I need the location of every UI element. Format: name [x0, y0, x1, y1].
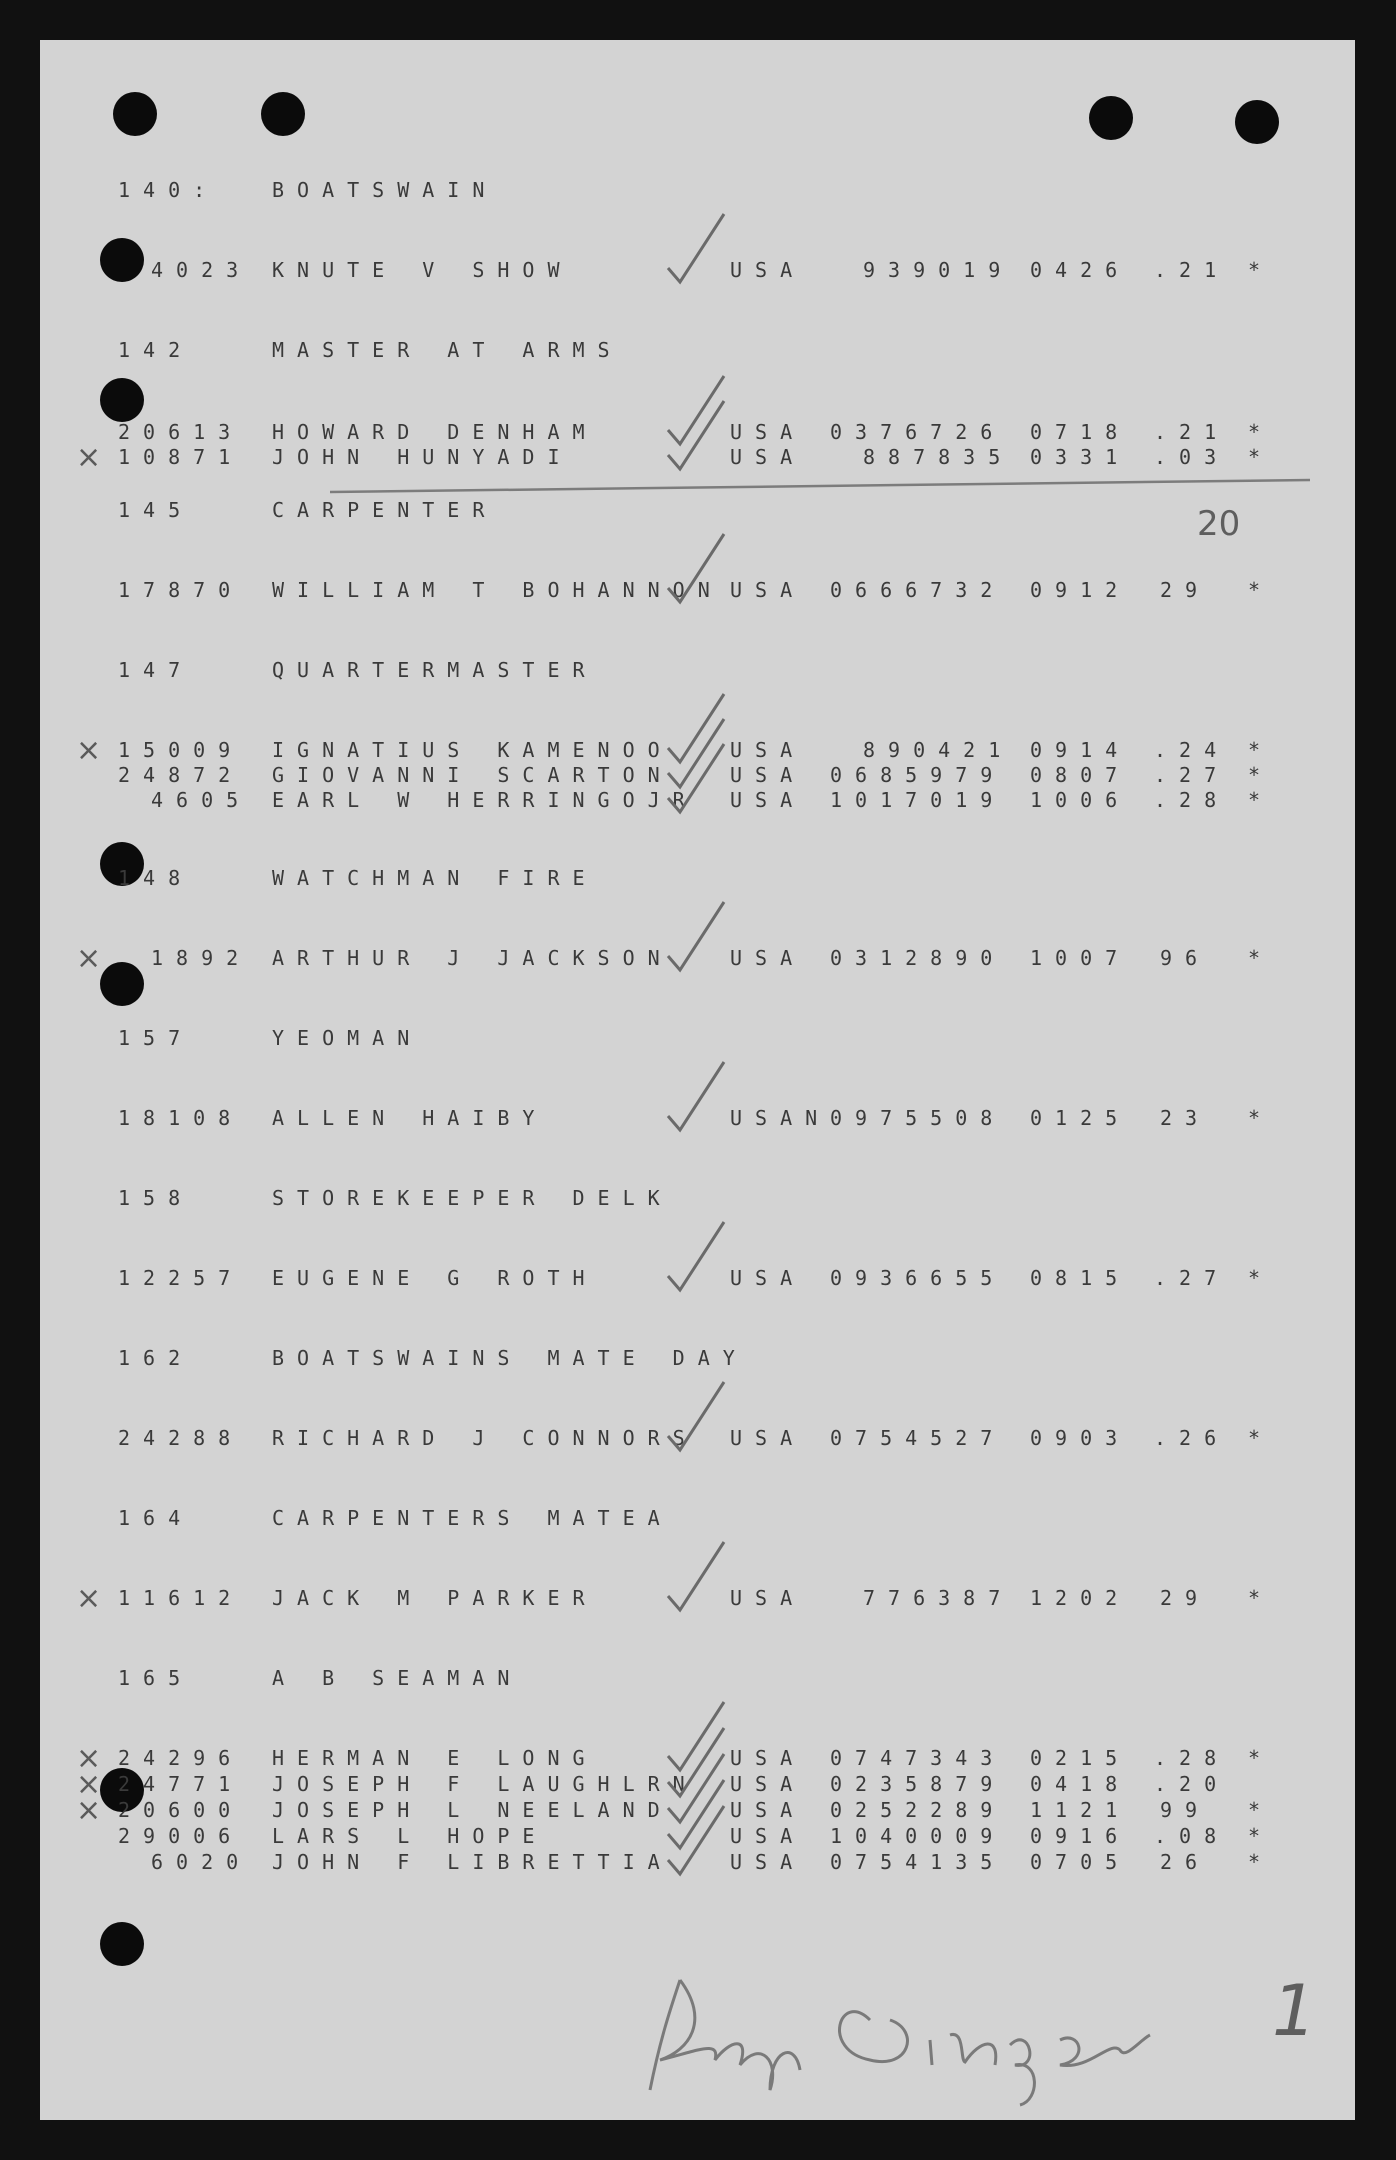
asterisk-mark: * [1248, 1426, 1274, 1450]
grade-mark: 99 [1160, 1798, 1211, 1822]
citizenship: USA [730, 1586, 806, 1610]
book-number: 12257 [118, 1266, 244, 1290]
rating-title: CARPENTER [272, 498, 498, 522]
rating-title: QUARTERMASTER [272, 658, 598, 682]
date-code: 0718 [1030, 420, 1131, 444]
citizenship: USA [730, 1772, 806, 1796]
book-number: 24288 [118, 1426, 244, 1450]
book-number: 24872 [118, 763, 244, 787]
date-code: 1202 [1030, 1586, 1131, 1610]
citizenship: USA [730, 738, 806, 762]
x-mark: × [76, 1741, 102, 1776]
book-number: 4023 [151, 258, 252, 282]
asterisk-mark: * [1248, 1824, 1274, 1848]
grade-mark: 29 [1160, 1586, 1211, 1610]
rating-code-number: 147 [118, 658, 194, 682]
date-code: 1006 [1030, 788, 1131, 812]
citizenship: USA [730, 1824, 806, 1848]
check-mark [668, 534, 724, 602]
rating-code-number: 145 [118, 498, 194, 522]
book-number: 15009 [118, 738, 244, 762]
x-mark: × [76, 1767, 102, 1802]
check-mark [668, 1542, 724, 1610]
grade-mark: .03 [1154, 445, 1230, 469]
book-number: 10871 [118, 445, 244, 469]
asterisk-mark: * [1248, 1586, 1274, 1610]
seaman-name: RICHARD J CONNORS [272, 1426, 698, 1450]
citizenship: USA [730, 258, 806, 282]
book-number: 18108 [118, 1106, 244, 1130]
check-mark [668, 694, 724, 762]
book-number: 1892 [151, 946, 252, 970]
seaman-name: ALLEN HAIBY [272, 1106, 548, 1130]
grade-mark: 96 [1160, 946, 1211, 970]
rating-code-number: 140: [118, 178, 219, 202]
certificate-number: 887835 [863, 445, 1014, 469]
certificate-number: 0685979 [830, 763, 1006, 787]
certificate-number: 776387 [863, 1586, 1014, 1610]
citizenship: USA [730, 1426, 806, 1450]
date-code: 0815 [1030, 1266, 1131, 1290]
asterisk-mark: * [1248, 788, 1274, 812]
grade-mark: .27 [1154, 763, 1230, 787]
book-number: 24771 [118, 1772, 244, 1796]
book-number: 4605 [151, 788, 252, 812]
seaman-name: HERMAN E LONG [272, 1746, 598, 1770]
check-mark [668, 1728, 724, 1796]
citizenship: USA [730, 946, 806, 970]
certificate-number: 0252289 [830, 1798, 1006, 1822]
grade-mark: 29 [1160, 578, 1211, 602]
rating-code-number: 148 [118, 866, 194, 890]
rating-code-number: 164 [118, 1506, 194, 1530]
grade-mark: .08 [1154, 1824, 1230, 1848]
asterisk-mark: * [1248, 1106, 1274, 1130]
book-number: 29006 [118, 1824, 244, 1848]
rating-code: 1 [1272, 1970, 1317, 2052]
asterisk-mark: * [1248, 445, 1274, 469]
seaman-name: JOHN F LIBRETTIA [272, 1850, 673, 1874]
check-mark [668, 401, 724, 469]
seaman-name: JOSEPH L NEELAND [272, 1798, 673, 1822]
citizenship: USA [730, 763, 806, 787]
grade-mark: .27 [1154, 1266, 1230, 1290]
rating-code-number: 158 [118, 1186, 194, 1210]
x-mark: × [76, 941, 102, 976]
check-mark [668, 719, 724, 787]
rating-code-number: 165 [118, 1666, 194, 1690]
certificate-number: 0975508 [830, 1106, 1006, 1130]
citizenship: USA [730, 1266, 806, 1290]
grade-mark: .24 [1154, 738, 1230, 762]
divider-line [330, 480, 1310, 492]
check-mark [668, 1062, 724, 1130]
check-mark [668, 902, 724, 970]
asterisk-mark: * [1248, 738, 1274, 762]
citizenship: USA [730, 420, 806, 444]
seaman-name: JACK M PARKER [272, 1586, 598, 1610]
grade-mark: 23 [1160, 1106, 1211, 1130]
date-code: 0215 [1030, 1746, 1131, 1770]
pencil-marks-layer [40, 40, 1355, 2120]
certificate-number: 0936655 [830, 1266, 1006, 1290]
x-mark: × [76, 440, 102, 475]
check-mark [668, 214, 724, 282]
certificate-number: 0747343 [830, 1746, 1006, 1770]
seaman-name: JOHN HUNYADI [272, 445, 573, 469]
grade-mark: .20 [1154, 1772, 1230, 1796]
seaman-name: KNUTE V SHOW [272, 258, 573, 282]
date-code: 0426 [1030, 258, 1131, 282]
certificate-number: 939019 [863, 258, 1014, 282]
book-number: 17870 [118, 578, 244, 602]
citizenship: USA [730, 788, 806, 812]
document-page [40, 40, 1355, 2120]
citizenship: USA [730, 1746, 806, 1770]
date-code: 0331 [1030, 445, 1131, 469]
seaman-name: LARS L HOPE [272, 1824, 548, 1848]
certificate-number: 1017019 [830, 788, 1006, 812]
rating-title: BOATSWAIN [272, 178, 498, 202]
seaman-name: IGNATIUS KAMENOO [272, 738, 673, 762]
citizenship: USA [730, 1850, 806, 1874]
asterisk-mark: * [1248, 578, 1274, 602]
grade-mark: .21 [1154, 420, 1230, 444]
book-number: 24296 [118, 1746, 244, 1770]
certificate-number: 890421 [863, 738, 1014, 762]
grade-mark: .28 [1154, 1746, 1230, 1770]
rating-title: CARPENTERS MATEA [272, 1506, 673, 1530]
grade-mark: 26 [1160, 1850, 1211, 1874]
certificate-number: 0754527 [830, 1426, 1006, 1450]
asterisk-mark: * [1248, 1266, 1274, 1290]
rating-title: YEOMAN [272, 1026, 423, 1050]
citizenship: USAN [730, 1106, 831, 1130]
seaman-name: GIOVANNI SCARTON [272, 763, 673, 787]
date-code: 0916 [1030, 1824, 1131, 1848]
rating-code-number: 157 [118, 1026, 194, 1050]
grade-mark: .28 [1154, 788, 1230, 812]
asterisk-mark: * [1248, 1850, 1274, 1874]
citizenship: USA [730, 578, 806, 602]
asterisk-mark: * [1248, 946, 1274, 970]
book-number: 20613 [118, 420, 244, 444]
rating-title: STOREKEEPER DELK [272, 1186, 673, 1210]
seaman-name: HOWARD DENHAM [272, 420, 598, 444]
citizenship: USA [730, 445, 806, 469]
check-mark [668, 1382, 724, 1450]
rating-code-number: 142 [118, 338, 194, 362]
x-mark: × [76, 1581, 102, 1616]
certificate-number: 0312890 [830, 946, 1006, 970]
date-code: 0418 [1030, 1772, 1131, 1796]
rating-code-number: 162 [118, 1346, 194, 1370]
rating-title: A B SEAMAN [272, 1666, 523, 1690]
date-code: 0807 [1030, 763, 1131, 787]
rating-title: BOATSWAINS MATE DAY [272, 1346, 748, 1370]
date-code: 0912 [1030, 578, 1131, 602]
check-mark [668, 376, 724, 444]
rating-title: WATCHMAN FIRE [272, 866, 598, 890]
book-number: 20600 [118, 1798, 244, 1822]
certificate-number: 0376726 [830, 420, 1006, 444]
asterisk-mark: * [1248, 1746, 1274, 1770]
date-code: 1121 [1030, 1798, 1131, 1822]
seaman-name: EUGENE G ROTH [272, 1266, 598, 1290]
check-mark [668, 1702, 724, 1770]
date-code: 0903 [1030, 1426, 1131, 1450]
book-number: 6020 [151, 1850, 252, 1874]
asterisk-mark: * [1248, 258, 1274, 282]
x-mark: × [76, 733, 102, 768]
date-code: 0705 [1030, 1850, 1131, 1874]
book-number: 11612 [118, 1586, 244, 1610]
page-number: 20 [1197, 504, 1241, 544]
date-code: 0914 [1030, 738, 1131, 762]
certificate-number: 0754135 [830, 1850, 1006, 1874]
asterisk-mark: * [1248, 420, 1274, 444]
certificate-number: 0666732 [830, 578, 1006, 602]
rating-title: MASTER AT ARMS [272, 338, 623, 362]
grade-mark: .21 [1154, 258, 1230, 282]
seaman-name: ARTHUR J JACKSON [272, 946, 673, 970]
check-mark [668, 744, 724, 812]
date-code: 1007 [1030, 946, 1131, 970]
certificate-number: 0235879 [830, 1772, 1006, 1796]
certificate-number: 1040009 [830, 1824, 1006, 1848]
x-mark: × [76, 1793, 102, 1828]
asterisk-mark: * [1248, 1798, 1274, 1822]
asterisk-mark: * [1248, 763, 1274, 787]
seaman-name: WILLIAM T BOHANNON [272, 578, 723, 602]
grade-mark: .26 [1154, 1426, 1230, 1450]
seaman-name: EARL W HERRINGOJR [272, 788, 698, 812]
date-code: 0125 [1030, 1106, 1131, 1130]
check-mark [668, 1222, 724, 1290]
seaman-name: JOSEPH F LAUGHLRN [272, 1772, 698, 1796]
citizenship: USA [730, 1798, 806, 1822]
